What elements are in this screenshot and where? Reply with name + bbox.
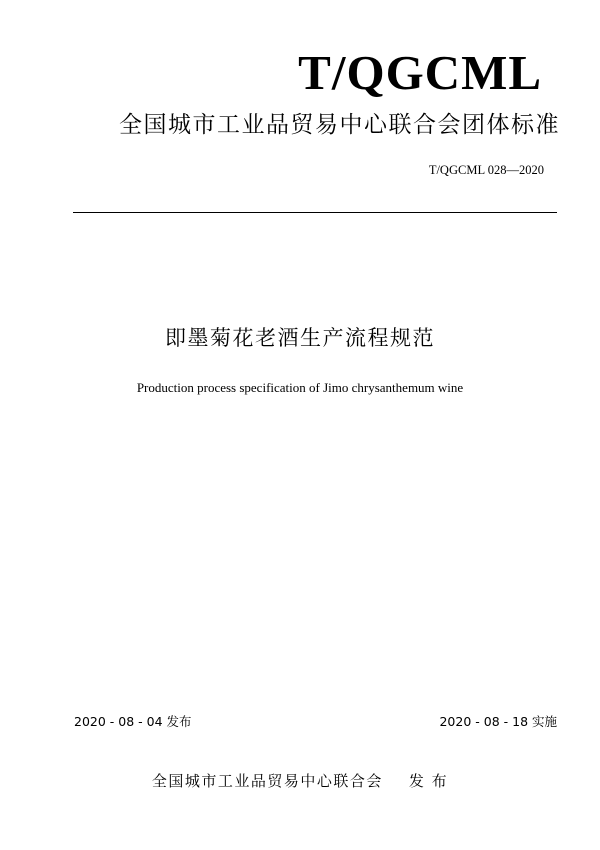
header-divider — [73, 212, 557, 213]
effective-date: 2020 - 08 - 18 实施 — [439, 714, 557, 729]
publish-date: 2020 - 08 - 04 发布 — [74, 714, 192, 729]
standard-logo: T/QGCML — [298, 45, 542, 100]
issue-action: 发 布 — [408, 772, 449, 790]
issuer-name: 全国城市工业品贸易中心联合会 — [151, 772, 383, 790]
issuer-line — [0, 774, 600, 789]
standard-number: T/QGCML 028—2020 — [428, 163, 544, 177]
document-title-chinese: 即墨菊花老酒生产流程规范 — [165, 326, 435, 350]
document-title-english: Production process specification of Jimo chrysanthemum wine — [136, 380, 464, 395]
organization-standard-heading: 全国城市工业品贸易中心联合会团体标准 — [119, 112, 560, 138]
